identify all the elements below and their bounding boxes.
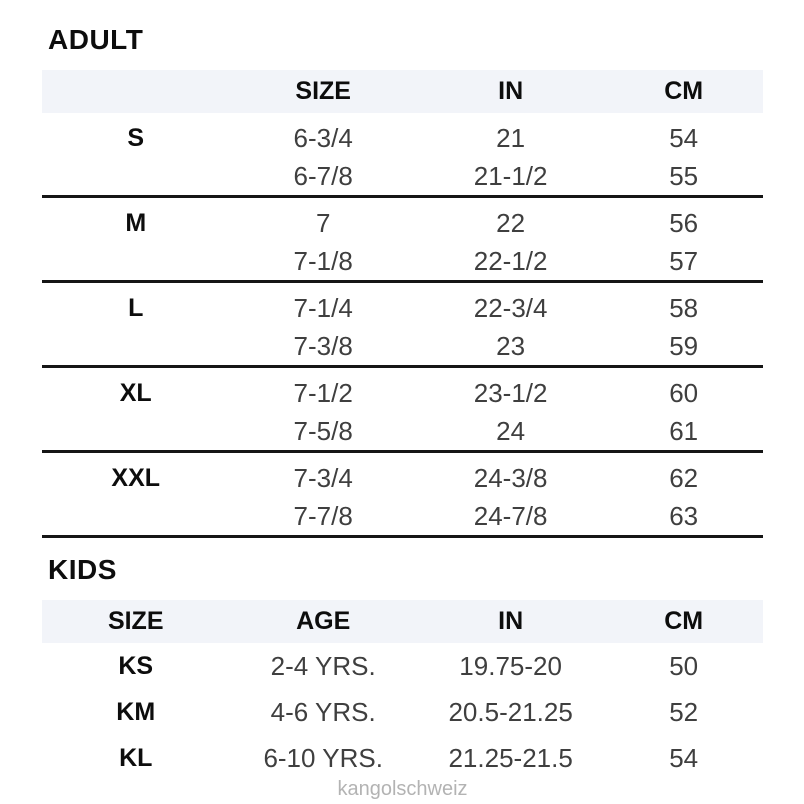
adult-size-group-l [42, 283, 763, 368]
kids-section-title: KIDS [48, 554, 117, 585]
table-row [42, 204, 763, 242]
cm-value: 63 [669, 500, 699, 531]
inches-value: 23-1/2 [473, 377, 548, 408]
kids-size-table [42, 600, 763, 781]
watermark-text: kangolschweiz [337, 778, 468, 800]
hat-size-value: 7-1/8 [293, 245, 353, 276]
table-row [42, 157, 763, 195]
inches-value: 23 [496, 330, 526, 361]
table-row [42, 689, 763, 735]
table-row [42, 327, 763, 365]
adult-size-label: L [128, 293, 144, 322]
inches-value: 24-3/8 [473, 462, 548, 493]
cm-value: 61 [669, 415, 699, 446]
hat-size-value: 7-3/4 [293, 462, 353, 493]
adult-size-group-m [42, 198, 763, 283]
adult-size-label: S [127, 123, 145, 152]
hat-size-value: 7-1/2 [293, 377, 353, 408]
inches-value: 20.5-21.25 [448, 696, 573, 727]
table-row [42, 643, 763, 689]
cm-value: 59 [669, 330, 699, 361]
cm-value: 54 [669, 122, 699, 153]
adult-column-header-cm: CM [664, 77, 704, 105]
adult-size-label: M [125, 208, 147, 237]
kids-size-label: KL [119, 743, 153, 772]
hat-size-value: 7-5/8 [293, 415, 353, 446]
kids-header-row [42, 600, 763, 643]
cm-value: 57 [669, 245, 699, 276]
hat-size-value: 7 [315, 207, 331, 238]
cm-value: 58 [669, 292, 699, 323]
kids-section [42, 556, 763, 781]
inches-value: 21.25-21.5 [448, 742, 573, 773]
cm-value: 52 [669, 696, 699, 727]
inches-value: 22-1/2 [473, 245, 548, 276]
cm-value: 62 [669, 462, 699, 493]
hat-size-value: 6-3/4 [293, 122, 353, 153]
table-row [42, 497, 763, 535]
table-row [42, 119, 763, 157]
inches-value: 19.75-20 [459, 650, 562, 681]
cm-value: 50 [669, 650, 699, 681]
cm-value: 55 [669, 160, 699, 191]
adult-section-title: ADULT [48, 24, 144, 55]
inches-value: 21-1/2 [473, 160, 548, 191]
adult-size-group-xl [42, 368, 763, 453]
table-row [42, 412, 763, 450]
kids-size-label: KM [116, 697, 156, 726]
inches-value: 22-3/4 [473, 292, 548, 323]
cm-value: 56 [669, 207, 699, 238]
kids-size-label: KS [118, 651, 154, 680]
adult-column-header-in: IN [498, 77, 524, 105]
inches-value: 22 [496, 207, 526, 238]
inches-value: 21 [496, 122, 526, 153]
table-row [42, 289, 763, 327]
hat-size-value: 6-7/8 [293, 160, 353, 191]
hat-size-value: 7-1/4 [293, 292, 353, 323]
adult-size-label: XL [119, 378, 152, 407]
age-value: 4-6 YRS. [270, 696, 376, 727]
adult-column-header-size: SIZE [295, 77, 351, 105]
kids-column-header-in: IN [498, 607, 524, 635]
inches-value: 24 [496, 415, 526, 446]
adult-header-row [42, 70, 763, 113]
kids-column-header-age: AGE [296, 607, 351, 635]
hat-size-value: 7-7/8 [293, 500, 353, 531]
kids-column-header-cm: CM [664, 607, 704, 635]
kids-table-body [42, 643, 763, 781]
cm-value: 54 [669, 742, 699, 773]
table-row [42, 735, 763, 781]
age-value: 2-4 YRS. [270, 650, 376, 681]
adult-size-group-xxl [42, 453, 763, 538]
kids-column-header-size: SIZE [107, 607, 164, 635]
cm-value: 60 [669, 377, 699, 408]
adult-size-table [42, 70, 763, 538]
adult-section [42, 26, 763, 538]
adult-size-group-s [42, 113, 763, 198]
table-row [42, 459, 763, 497]
table-row [42, 242, 763, 280]
age-value: 6-10 YRS. [263, 742, 383, 773]
inches-value: 24-7/8 [473, 500, 548, 531]
adult-size-label: XXL [111, 463, 161, 492]
table-row [42, 374, 763, 412]
hat-size-value: 7-3/8 [293, 330, 353, 361]
